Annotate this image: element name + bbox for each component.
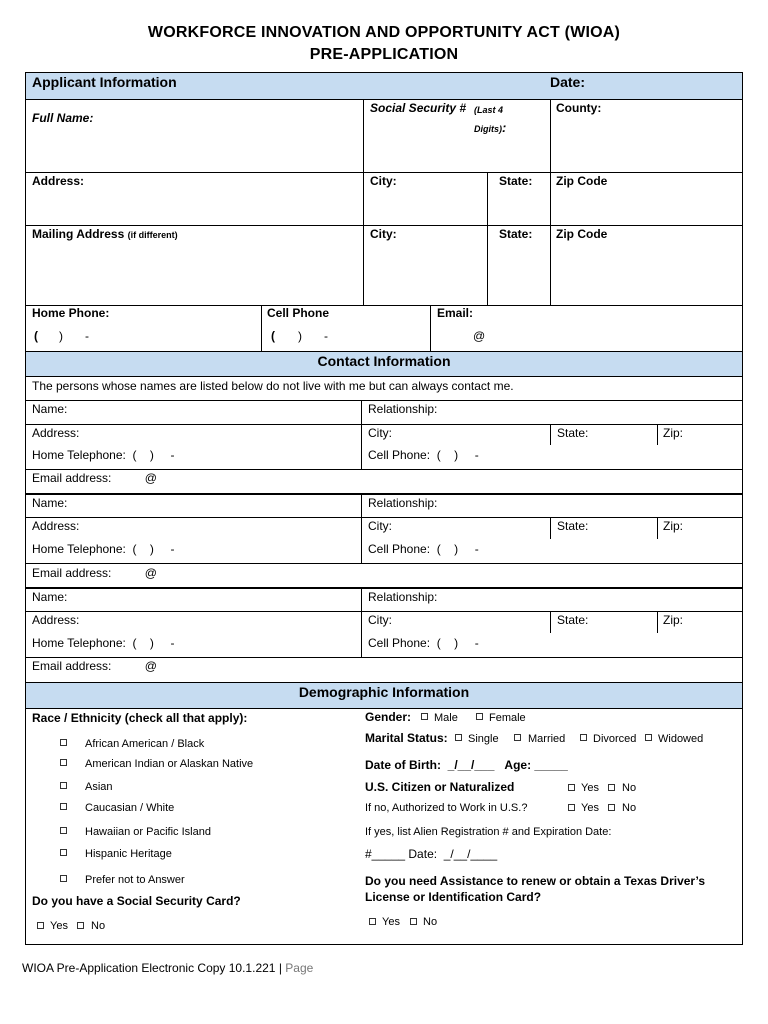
- contact-intro: The persons whose names are listed below do not live with me but can always contact me.: [32, 379, 514, 393]
- race-label: Race / Ethnicity (check all that apply):: [32, 711, 248, 725]
- contact2-address-label: Address:: [32, 519, 80, 533]
- marital-divorced-checkbox[interactable]: [580, 734, 587, 741]
- dob-row: Date of Birth: _/__/___ Age: _____: [365, 758, 568, 772]
- home-phone-label: Home Phone:: [32, 306, 110, 320]
- contact1-relationship-label: Relationship:: [368, 402, 438, 416]
- authorized-no-checkbox[interactable]: [608, 804, 615, 811]
- contact3-city-label: City:: [368, 613, 392, 627]
- contact-info-header: Contact Information: [317, 353, 451, 369]
- race-option-1: American Indian or Alaskan Native: [85, 758, 254, 770]
- cell-phone-paren-open: (: [271, 329, 275, 343]
- dl-question-line2: License or Identification Card?: [365, 890, 542, 904]
- page-footer: [22, 961, 313, 975]
- contact2-email: Email address: @: [32, 566, 157, 580]
- contact2-zip-label: Zip:: [663, 519, 684, 533]
- ssn-label: Social Security #: [370, 101, 467, 115]
- cell-phone-dash: -: [324, 329, 328, 343]
- contact3-cell: Cell Phone: ( ) -: [368, 636, 479, 650]
- alien-registration-row: #_____ Date: _/__/____: [365, 847, 498, 861]
- contact3-email: Email address: @: [32, 659, 157, 673]
- email-label: Email:: [437, 306, 474, 320]
- contact2-city-label: City:: [368, 519, 392, 533]
- contact1-address-label: Address:: [32, 426, 80, 440]
- email-at: @: [473, 329, 486, 343]
- contact3-home-tel: Home Telephone: ( ) -: [32, 636, 175, 650]
- date-label: Date:: [550, 74, 586, 90]
- marital-widowed-label: Widowed: [658, 733, 704, 745]
- contact1-state-label: State:: [557, 426, 589, 440]
- dl-no-checkbox[interactable]: [410, 918, 417, 925]
- alien-registration-label: If yes, list Alien Registration # and Expiration Date:: [365, 826, 612, 838]
- mailing-address-label: Mailing Address (if different): [32, 227, 178, 241]
- marital-status-label: Marital Status:: [365, 731, 448, 745]
- contact3-name-label: Name:: [32, 590, 68, 604]
- marital-single-label: Single: [468, 733, 499, 745]
- race-checkbox-5[interactable]: [60, 849, 67, 856]
- gender-male-label: Male: [434, 712, 458, 724]
- race-checkbox-4[interactable]: [60, 827, 67, 834]
- ss-card-no-checkbox[interactable]: [77, 922, 84, 929]
- cell-phone-paren-close: ): [298, 329, 302, 343]
- state-label: State:: [499, 174, 533, 188]
- mailing-zip-label: Zip Code: [556, 227, 608, 241]
- authorized-yes-label: Yes: [581, 802, 599, 814]
- cell-phone-label: Cell Phone: [267, 306, 330, 320]
- dl-question-line1: Do you need Assistance to renew or obtain a Texas Driver’s: [365, 874, 706, 888]
- ss-card-no-label: No: [91, 920, 106, 932]
- contact2-home-tel: Home Telephone: ( ) -: [32, 542, 175, 556]
- authorized-yes-checkbox[interactable]: [568, 804, 575, 811]
- form-title-line1: WORKFORCE INNOVATION AND OPPORTUNITY ACT (WIOA): [147, 24, 621, 41]
- race-option-5: Hispanic Heritage: [85, 848, 172, 860]
- contact2-state-label: State:: [557, 519, 589, 533]
- race-checkbox-3[interactable]: [60, 803, 67, 810]
- contact1-zip-label: Zip:: [663, 426, 684, 440]
- contact2-name-label: Name:: [32, 496, 68, 510]
- gender-female-label: Female: [489, 712, 526, 724]
- contact3-zip-label: Zip:: [663, 613, 684, 627]
- home-phone-paren-close: ): [59, 329, 63, 343]
- dl-yes-label: Yes: [382, 916, 400, 928]
- marital-married-checkbox[interactable]: [514, 734, 521, 741]
- ss-card-question: Do you have a Social Security Card?: [32, 894, 241, 908]
- race-option-3: Caucasian / White: [85, 802, 175, 814]
- contact3-address-label: Address:: [32, 613, 80, 627]
- citizen-label: U.S. Citizen or Naturalized: [365, 780, 515, 794]
- county-label: County:: [556, 101, 602, 115]
- citizen-no-label: No: [622, 782, 637, 794]
- dl-yes-checkbox[interactable]: [369, 918, 376, 925]
- zip-label: Zip Code: [556, 174, 608, 188]
- footer-text: WIOA Pre-Application Electronic Copy 10.1.221: [22, 961, 276, 975]
- marital-divorced-label: Divorced: [593, 733, 637, 745]
- mailing-state-label: State:: [499, 227, 533, 241]
- ss-card-yes-checkbox[interactable]: [37, 922, 44, 929]
- contact1-name-label: Name:: [32, 402, 68, 416]
- applicant-info-header: Applicant Information: [32, 74, 177, 90]
- race-checkbox-1[interactable]: [60, 759, 67, 766]
- home-phone-paren-open: (: [34, 329, 38, 343]
- full-name-label: Full Name:: [32, 111, 94, 125]
- contact1-city-label: City:: [368, 426, 392, 440]
- citizen-yes-label: Yes: [581, 782, 599, 794]
- home-phone-dash: -: [85, 329, 89, 343]
- footer-separator: |: [278, 961, 282, 975]
- contact1-home-tel: Home Telephone: ( ) -: [32, 448, 175, 462]
- form-title-line2: PRE-APPLICATION: [309, 46, 459, 63]
- demographic-info-header: Demographic Information: [298, 684, 470, 700]
- ssn-note: (Last 4 Digits):: [474, 105, 507, 135]
- race-option-6: Prefer not to Answer: [85, 874, 185, 886]
- race-option-2: Asian: [85, 781, 113, 793]
- dl-no-label: No: [423, 916, 438, 928]
- race-option-0: African American / Black: [85, 738, 205, 750]
- race-checkbox-6[interactable]: [60, 875, 67, 882]
- gender-female-checkbox[interactable]: [476, 713, 483, 720]
- authorized-no-label: No: [622, 802, 637, 814]
- authorized-label: If no, Authorized to Work in U.S.?: [365, 802, 528, 814]
- contact1-cell: Cell Phone: ( ) -: [368, 448, 479, 462]
- gender-male-checkbox[interactable]: [421, 713, 428, 720]
- marital-married-label: Married: [528, 733, 566, 745]
- contact1-email: Email address: @: [32, 471, 157, 485]
- footer-page-label: Page: [285, 961, 314, 975]
- marital-single-checkbox[interactable]: [455, 734, 462, 741]
- city-label: City:: [370, 174, 397, 188]
- contact2-relationship-label: Relationship:: [368, 496, 438, 510]
- race-checkbox-2[interactable]: [60, 782, 67, 789]
- race-checkbox-0[interactable]: [60, 739, 67, 746]
- contact3-state-label: State:: [557, 613, 589, 627]
- citizen-yes-checkbox[interactable]: [568, 784, 575, 791]
- contact3-relationship-label: Relationship:: [368, 590, 438, 604]
- marital-widowed-checkbox[interactable]: [645, 734, 652, 741]
- race-option-4: Hawaiian or Pacific Island: [85, 826, 211, 838]
- mailing-city-label: City:: [370, 227, 397, 241]
- address-label: Address:: [32, 174, 85, 188]
- ss-card-yes-label: Yes: [50, 920, 68, 932]
- citizen-no-checkbox[interactable]: [608, 784, 615, 791]
- gender-label: Gender:: [365, 710, 412, 724]
- contact2-cell: Cell Phone: ( ) -: [368, 542, 479, 556]
